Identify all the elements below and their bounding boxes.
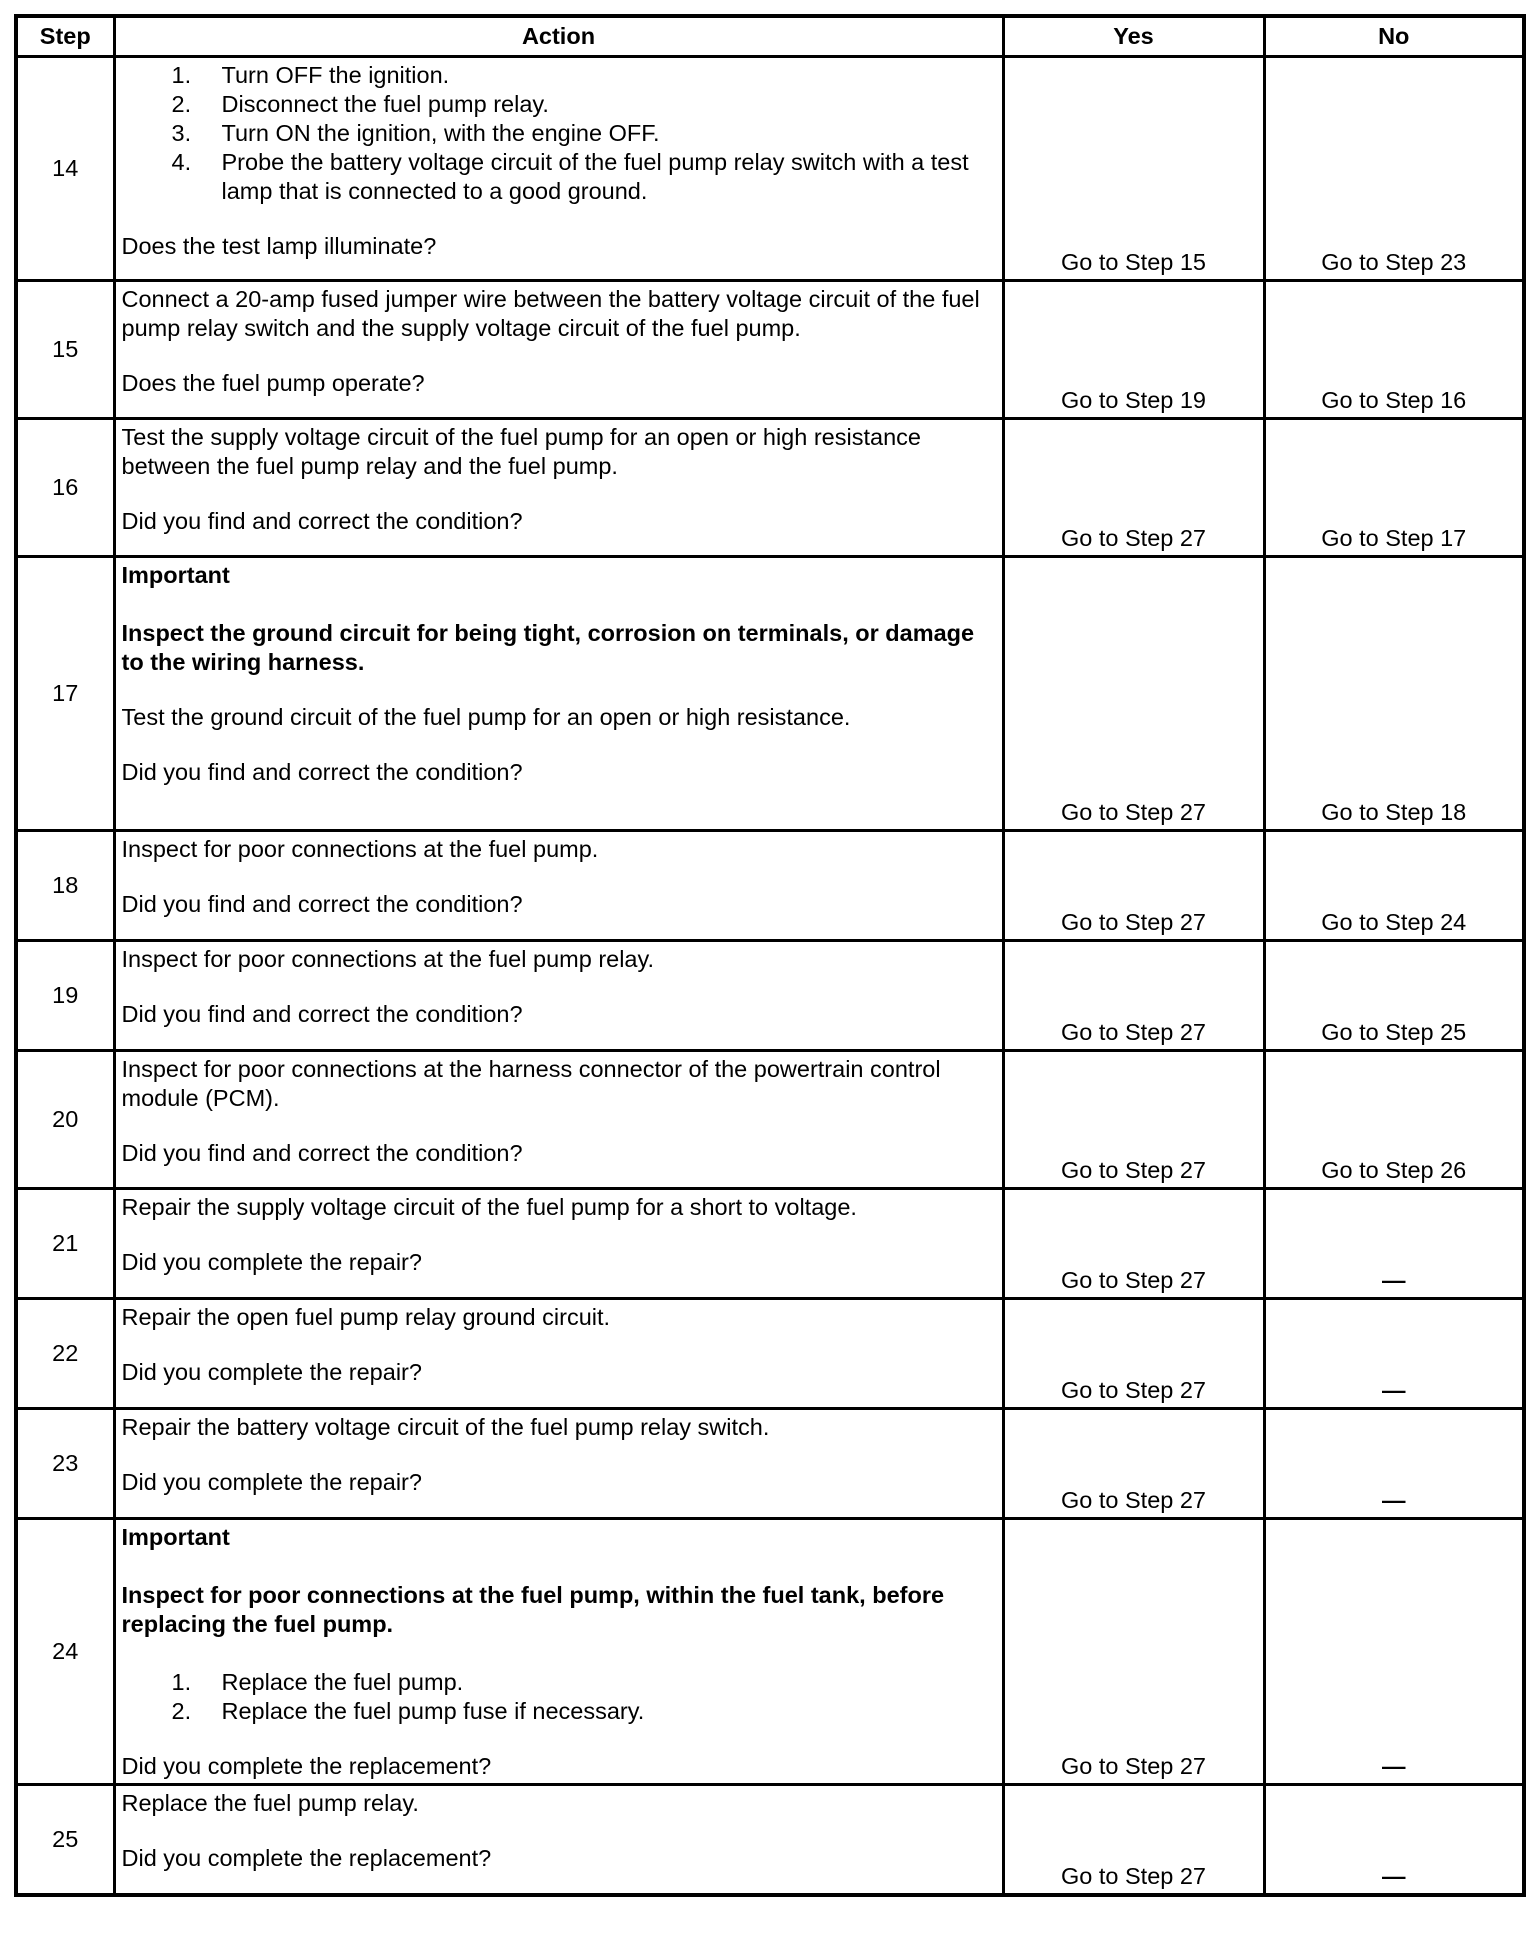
list-item [172,61,996,90]
table-row [16,1189,1524,1299]
action-question: Did you find and correct the condition? [121,891,523,917]
action-cell [114,1409,1003,1519]
yes-result: Go to Step 27 [1003,419,1264,557]
no-result: — [1264,1785,1524,1895]
yes-result: Go to Step 27 [1003,1785,1264,1895]
no-result: — [1264,1409,1524,1519]
no-result: Go to Step 23 [1264,57,1524,281]
action-question: Did you complete the replacement? [121,1753,492,1779]
action-text: Repair the open fuel pump relay ground circuit. [121,1304,611,1330]
action-text: Test the ground circuit of the fuel pump for an open or high resistance. [121,704,851,730]
no-result: — [1264,1189,1524,1299]
yes-result: Go to Step 27 [1003,1189,1264,1299]
yes-result: Go to Step 27 [1003,557,1264,831]
no-result: Go to Step 18 [1264,557,1524,831]
list-number: 4. [171,149,192,175]
action-cell [114,1051,1003,1189]
table-row [16,1299,1524,1409]
table-row [16,1519,1524,1785]
header-step: Step [16,16,114,57]
list-text: Disconnect the fuel pump relay. [221,91,549,117]
action-text: Inspect for poor connections at the fuel pump. [121,836,599,862]
action-cell [114,1189,1003,1299]
table-row [16,419,1524,557]
action-cell [114,419,1003,557]
action-cell [114,281,1003,419]
step-number: 25 [16,1785,114,1895]
yes-result: Go to Step 27 [1003,1519,1264,1785]
yes-result: Go to Step 27 [1003,1051,1264,1189]
list-number: 2. [171,1698,192,1724]
action-text: Repair the supply voltage circuit of the fuel pump for a short to voltage. [121,1194,857,1220]
no-result: Go to Step 16 [1264,281,1524,419]
list-item [172,1697,996,1726]
list-number: 1. [171,62,192,88]
list-text: Replace the fuel pump fuse if necessary. [221,1698,645,1724]
yes-result: Go to Step 27 [1003,831,1264,941]
list-item [172,119,996,148]
diagnostic-table [14,14,1526,1897]
no-result: — [1264,1519,1524,1785]
action-text: Test the supply voltage circuit of the fuel pump for an open or high resistance between the fuel pump relay and the fuel pump. [121,424,921,479]
action-question: Does the fuel pump operate? [121,370,425,396]
action-cell [114,1785,1003,1895]
list-item [172,148,996,206]
step-number: 21 [16,1189,114,1299]
no-result: Go to Step 25 [1264,941,1524,1051]
action-question: Did you complete the repair? [121,1249,422,1275]
yes-result: Go to Step 27 [1003,941,1264,1051]
action-question: Did you find and correct the condition? [121,508,523,534]
list-number: 3. [171,120,192,146]
list-text: Replace the fuel pump. [221,1669,464,1695]
step-number: 18 [16,831,114,941]
action-cell [114,1299,1003,1409]
list-text: Turn ON the ignition, with the engine OFF. [221,120,660,146]
action-cell [114,1519,1003,1785]
important-text: Inspect for poor connections at the fuel pump, within the fuel tank, before replacing the fuel pump. [121,1582,945,1637]
yes-result: Go to Step 19 [1003,281,1264,419]
action-list [122,1668,996,1726]
table-row [16,557,1524,831]
table-row [16,1409,1524,1519]
list-text: Probe the battery voltage circuit of the fuel pump relay switch with a test lamp that is connected to a good ground. [221,149,969,204]
action-cell [114,941,1003,1051]
action-text: Inspect for poor connections at the fuel pump relay. [121,946,655,972]
step-number: 23 [16,1409,114,1519]
important-title: Important [121,1524,230,1550]
action-question: Did you complete the repair? [121,1359,422,1385]
yes-result: Go to Step 27 [1003,1299,1264,1409]
action-question: Did you find and correct the condition? [121,1001,523,1027]
action-text: Replace the fuel pump relay. [121,1790,419,1816]
spacer [122,1639,996,1668]
action-cell [114,831,1003,941]
step-number: 19 [16,941,114,1051]
no-result: Go to Step 26 [1264,1051,1524,1189]
list-item [172,1668,996,1697]
list-item [172,90,996,119]
important-text: Inspect the ground circuit for being tight, corrosion on terminals, or damage to the wiring harness. [121,620,975,675]
table-row [16,281,1524,419]
table-row [16,1051,1524,1189]
table-row [16,57,1524,281]
header-no: No [1264,16,1524,57]
step-number: 15 [16,281,114,419]
action-text: Inspect for poor connections at the harness connector of the powertrain control module (PCM). [121,1056,941,1111]
action-cell [114,557,1003,831]
list-text: Turn OFF the ignition. [221,62,450,88]
table-row [16,941,1524,1051]
yes-result: Go to Step 27 [1003,1409,1264,1519]
header-action: Action [114,16,1003,57]
table-row [16,1785,1524,1895]
step-number: 16 [16,419,114,557]
action-cell [114,57,1003,281]
step-number: 20 [16,1051,114,1189]
action-text: Connect a 20-amp fused jumper wire between the battery voltage circuit of the fuel pump relay switch and the supply voltage circuit of the fuel pump. [121,286,980,341]
action-question: Did you complete the repair? [121,1469,422,1495]
step-number: 14 [16,57,114,281]
important-title: Important [121,562,230,588]
no-result: Go to Step 17 [1264,419,1524,557]
step-number: 24 [16,1519,114,1785]
no-result: — [1264,1299,1524,1409]
action-question: Did you find and correct the condition? [121,1140,523,1166]
step-number: 17 [16,557,114,831]
action-text: Repair the battery voltage circuit of the fuel pump relay switch. [121,1414,770,1440]
header-row [16,16,1524,57]
action-question: Did you complete the replacement? [121,1845,492,1871]
step-number: 22 [16,1299,114,1409]
list-number: 2. [171,91,192,117]
action-list [122,61,996,206]
no-result: Go to Step 24 [1264,831,1524,941]
yes-result: Go to Step 15 [1003,57,1264,281]
table-row [16,831,1524,941]
list-number: 1. [171,1669,192,1695]
action-question: Did you find and correct the condition? [121,759,523,785]
action-question: Does the test lamp illuminate? [121,233,437,259]
header-yes: Yes [1003,16,1264,57]
